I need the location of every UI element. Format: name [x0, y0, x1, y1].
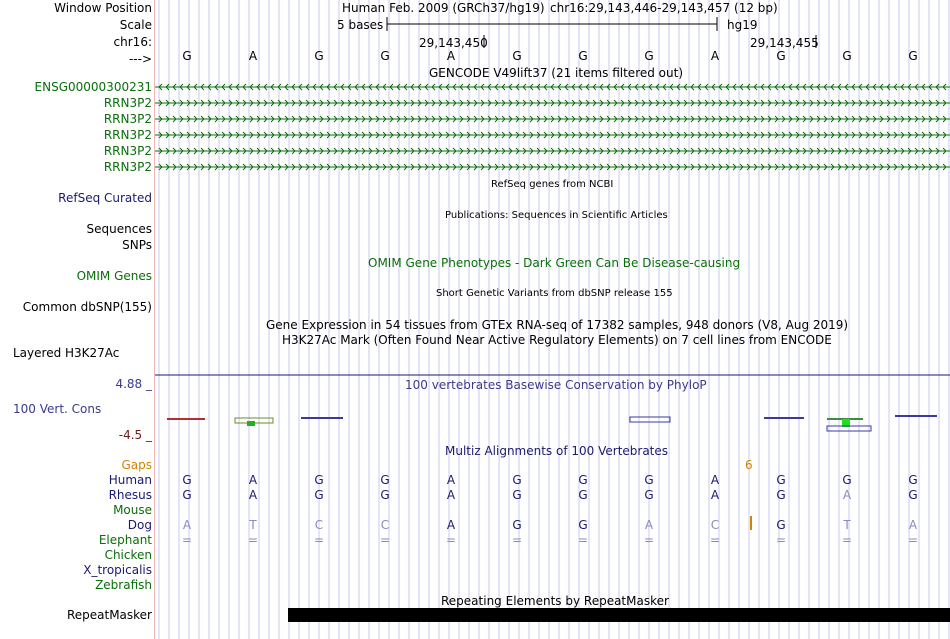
base-10: G [842, 49, 852, 63]
dog-base-10: T [843, 518, 851, 532]
base-8: A [710, 49, 720, 63]
human-base-2: G [314, 473, 324, 487]
multiz-track-title: Multiz Alignments of 100 Vertebrates [445, 444, 669, 458]
gaps-label[interactable]: Gaps [121, 458, 152, 472]
coord-label-2: 29,143,455 [750, 36, 819, 50]
elephant-base-2: = [313, 533, 325, 547]
publications-track-title: Publications: Sequences in Scientific Articles [445, 210, 668, 221]
dog-base-9: G [776, 518, 786, 532]
window-position-label: Window Position [54, 1, 152, 15]
elephant-base-4: = [445, 533, 457, 547]
dog-base-6: G [578, 518, 588, 532]
rhesus-base-10: A [842, 488, 852, 502]
h3k27ac-track-title: H3K27Ac Mark (Often Found Near Active Regulatory Elements) on 7 cell lines from ENCODE [282, 333, 832, 347]
human-base-0: G [182, 473, 192, 487]
gtex-track-title: Gene Expression in 54 tissues from GTEx RNA-seq of 17382 samples, 948 donors (V8, Aug 2019) [266, 318, 849, 332]
human-base-6: G [578, 473, 588, 487]
rrn3p2-label-1[interactable]: RRN3P2 [103, 96, 152, 110]
repeat-track-title: Repeating Elements by RepeatMasker [441, 594, 669, 608]
refseq-track-title: RefSeq genes from NCBI [491, 179, 614, 190]
dbsnp-label[interactable]: Common dbSNP(155) [22, 300, 152, 314]
scale-db-label: hg19 [727, 18, 758, 32]
base-0: G [182, 49, 192, 63]
elephant-base-3: = [379, 533, 391, 547]
rrn3p2-label-3[interactable]: RRN3P2 [103, 128, 152, 142]
gencode-track-title: GENCODE V49lift37 (21 items filtered out) [429, 66, 684, 80]
species-chicken[interactable]: Chicken [104, 548, 152, 562]
dbsnp-track-title: Short Genetic Variants from dbSNP release 155 [436, 288, 673, 299]
omim-track-title: OMIM Gene Phenotypes - Dark Green Can Be Disease-causing [368, 256, 741, 270]
species-elephant[interactable]: Elephant [98, 533, 152, 547]
omim-label[interactable]: OMIM Genes [76, 269, 152, 283]
base-5: G [512, 49, 522, 63]
rhesus-base-5: G [512, 488, 522, 502]
species-rhesus[interactable]: Rhesus [108, 488, 152, 502]
cons-min-label: -4.5 _ [118, 428, 152, 442]
h3k27ac-label[interactable]: Layered H3K27Ac [13, 346, 120, 360]
dog-base-8: C [710, 518, 720, 532]
rhesus-base-9: G [776, 488, 786, 502]
sequences-label[interactable]: Sequences [86, 222, 152, 236]
elephant-base-9: = [775, 533, 787, 547]
base-11: G [908, 49, 918, 63]
snps-label[interactable]: SNPs [122, 238, 152, 252]
rhesus-base-1: A [248, 488, 258, 502]
dog-base-11: A [908, 518, 918, 532]
rhesus-base-6: G [578, 488, 588, 502]
human-base-11: G [908, 473, 918, 487]
dog-base-3: C [380, 518, 390, 532]
species-x-tropicalis[interactable]: X_tropicalis [83, 563, 152, 577]
gene-track-label[interactable]: ENSG00000300231 [34, 80, 152, 94]
track-area[interactable] [155, 0, 950, 639]
assembly-label: Human Feb. 2009 (GRCh37/hg19) [342, 1, 545, 15]
dog-base-4: A [446, 518, 456, 532]
rrn3p2-label-4[interactable]: RRN3P2 [103, 144, 152, 158]
human-base-10: G [842, 473, 852, 487]
human-base-7: G [644, 473, 654, 487]
rhesus-base-3: G [380, 488, 390, 502]
elephant-base-1: = [247, 533, 259, 547]
human-base-8: A [710, 473, 720, 487]
dog-base-5: G [512, 518, 522, 532]
elephant-base-8: = [709, 533, 721, 547]
species-human[interactable]: Human [108, 473, 152, 487]
rhesus-base-2: G [314, 488, 324, 502]
base-1: A [248, 49, 258, 63]
species-mouse[interactable]: Mouse [113, 503, 152, 517]
species-zebrafish[interactable]: Zebrafish [95, 578, 152, 592]
refseq-label[interactable]: RefSeq Curated [58, 191, 152, 205]
rhesus-base-8: A [710, 488, 720, 502]
position-label: chr16:29,143,446-29,143,457 (12 bp) [550, 1, 778, 15]
dog-base-1: T [249, 518, 257, 532]
cons-max-label: 4.88 _ [115, 377, 152, 391]
base-4: A [446, 49, 456, 63]
rhesus-base-11: G [908, 488, 918, 502]
rrn3p2-label-5[interactable]: RRN3P2 [103, 160, 152, 174]
dog-base-0: A [182, 518, 192, 532]
cons-label[interactable]: 100 Vert. Cons [13, 402, 102, 416]
strand-arrow-label: ---> [128, 52, 152, 66]
gap-count: 6 [745, 458, 753, 472]
dog-base-2: C [314, 518, 324, 532]
phylop-track-title: 100 vertebrates Basewise Conservation by PhyloP [405, 378, 707, 392]
base-2: G [314, 49, 324, 63]
elephant-base-5: = [511, 533, 523, 547]
coord-label-1: 29,143,450 [419, 36, 488, 50]
track-labels [0, 0, 154, 639]
species-dog[interactable]: Dog [127, 518, 152, 532]
base-7: G [644, 49, 654, 63]
elephant-base-10: = [841, 533, 853, 547]
chrom-label: chr16: [113, 35, 152, 49]
human-base-5: G [512, 473, 522, 487]
human-base-1: A [248, 473, 258, 487]
human-base-3: G [380, 473, 390, 487]
human-base-9: G [776, 473, 786, 487]
dog-base-7: A [644, 518, 654, 532]
scale-bases-label: 5 bases [337, 18, 384, 32]
base-6: G [578, 49, 588, 63]
elephant-base-6: = [577, 533, 589, 547]
base-9: G [776, 49, 786, 63]
rrn3p2-label-2[interactable]: RRN3P2 [103, 112, 152, 126]
elephant-base-7: = [643, 533, 655, 547]
dog-gap-marker [155, 0, 950, 535]
repeat-element-block[interactable] [288, 608, 950, 622]
scale-label: Scale [119, 18, 152, 32]
human-base-4: A [446, 473, 456, 487]
elephant-base-11: = [907, 533, 919, 547]
base-3: G [380, 49, 390, 63]
rhesus-base-0: G [182, 488, 192, 502]
elephant-base-0: = [181, 533, 193, 547]
rhesus-base-4: A [446, 488, 456, 502]
rhesus-base-7: G [644, 488, 654, 502]
repeatmasker-label[interactable]: RepeatMasker [66, 608, 152, 622]
